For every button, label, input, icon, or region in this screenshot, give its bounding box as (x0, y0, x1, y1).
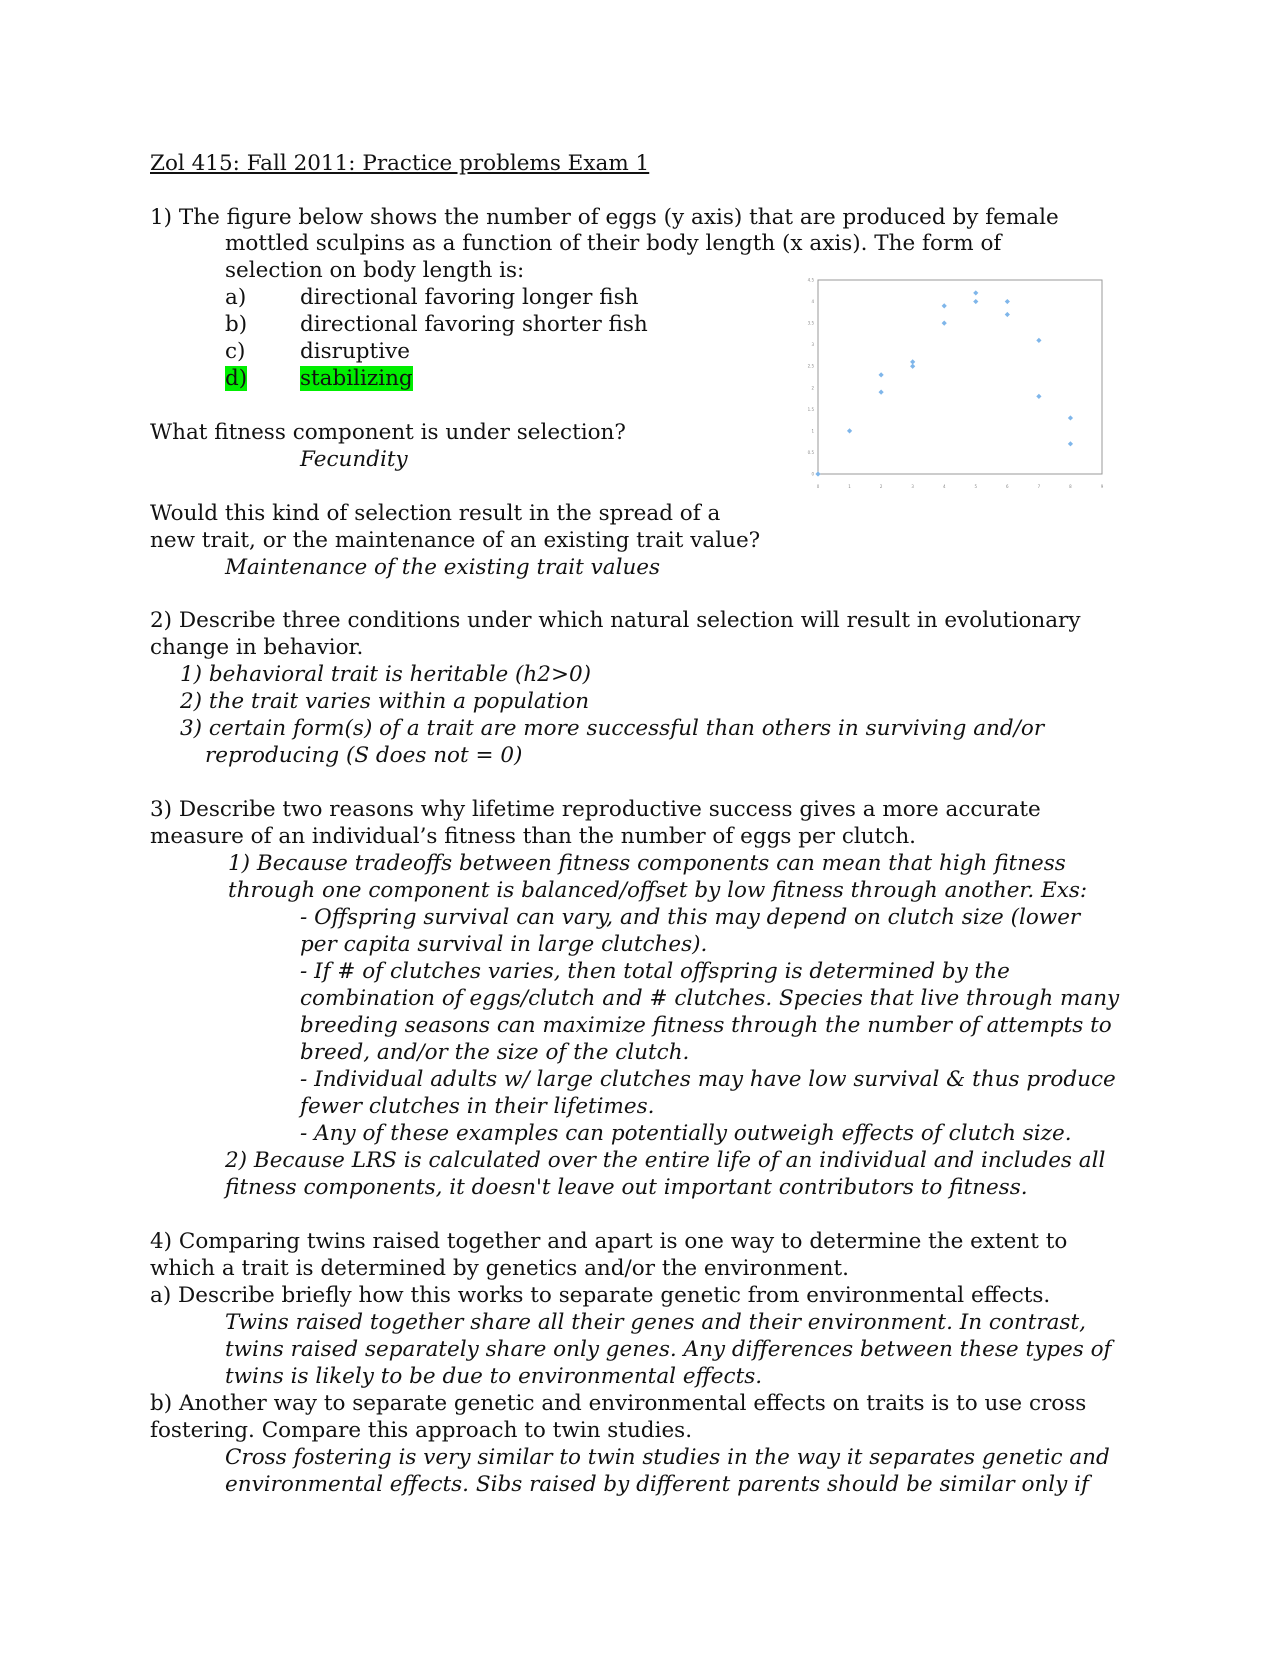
scatter-point (973, 290, 978, 295)
q3-reason1-line: 1) Because tradeoffs between fitness components can mean that high fitness (228, 851, 1066, 876)
q2-answer-line: 1) behavioral trait is heritable (h2>0) (180, 662, 592, 687)
y-tick-label: 2.5 (807, 363, 814, 369)
q1-option-text-a: directional favoring longer fish (300, 285, 639, 310)
q1-option-letter-a: a) (225, 285, 247, 310)
q4a-answer-line: twins raised separately share only genes. Any differences between these types of (225, 1337, 1112, 1362)
x-tick-label: 8 (1069, 484, 1072, 489)
scatter-point (1068, 441, 1073, 446)
x-tick-label: 4 (942, 484, 946, 489)
q1-spread-question: new trait, or the maintenance of an existing trait value? (150, 528, 761, 553)
y-tick-label: 3.5 (807, 320, 814, 326)
q3-example-line: per capita survival in large clutches). (300, 932, 708, 957)
q3-example-line: combination of eggs/clutch and # clutches. Species that live through many (300, 986, 1120, 1011)
q1-stem-line: 1) The figure below shows the number of eggs (y axis) that are produced by female (150, 205, 1059, 230)
q4-stem-line: which a trait is determined by genetics and/or the environment. (150, 1256, 849, 1281)
chart-y-tick-labels (808, 278, 815, 477)
q3-stem-line: 3) Describe two reasons why lifetime reproductive success gives a more accurate (150, 797, 1041, 822)
scatter-point (1068, 415, 1073, 420)
q2-stem-line: 2) Describe three conditions under which natural selection will result in evolutionary (150, 608, 1081, 633)
document-title: Zol 415: Fall 2011: Practice problems Exam 1 (150, 151, 650, 176)
x-tick-label: 5 (974, 484, 978, 489)
q4a-answer-line: twins is likely to be due to environmental effects. (225, 1364, 763, 1389)
q3-reason1-line: through one component is balanced/offset by low fitness through another. Exs: (228, 878, 1088, 903)
q1-fitness-question: What fitness component is under selection? (150, 420, 626, 445)
answer-highlight: stabilizing (300, 366, 413, 391)
q3-example-line: breed, and/or the size of the clutch. (300, 1040, 690, 1065)
y-tick-label: 1 (811, 428, 814, 434)
x-tick-label: 6 (1006, 484, 1009, 489)
x-tick-label: 7 (1037, 484, 1041, 489)
x-tick-label: 1 (848, 484, 851, 489)
scatter-point (1036, 394, 1041, 399)
q4b-answer-line: Cross fostering is very similar to twin studies in the way it separates genetic and (225, 1445, 1110, 1470)
q3-example-line: - Individual adults w/ large clutches may have low survival & thus produce (300, 1067, 1116, 1092)
scatter-point (1036, 338, 1041, 343)
q1-spread-answer: Maintenance of the existing trait values (225, 555, 661, 580)
y-tick-label: 0 (811, 471, 814, 477)
q1-option-letter-d (225, 365, 247, 392)
q4a-answer-line: Twins raised together share all their genes and their environment. In contrast, (225, 1310, 1086, 1335)
chart-axes (818, 280, 1102, 474)
y-tick-label: 4.5 (807, 277, 814, 283)
q3-example-line: fewer clutches in their lifetimes. (300, 1094, 655, 1119)
q3-example-line: - Any of these examples can potentially outweigh effects of clutch size. (300, 1121, 1072, 1146)
x-tick-label: 3 (911, 484, 914, 489)
q3-example-line: - Offspring survival can vary, and this may depend on clutch size (lower (300, 905, 1081, 930)
q1-stem-line: mottled sculpins as a function of their body length (x axis). The form of (225, 231, 1002, 256)
chart-plot-frame (818, 280, 1102, 474)
scatter-point (942, 303, 947, 308)
q1-option-text-c: disruptive (300, 339, 410, 364)
q4b-question: fostering. Compare this approach to twin studies. (150, 1418, 693, 1443)
q2-answer-line: 2) the trait varies within a population (180, 689, 590, 714)
q1-option-letter-b: b) (225, 312, 248, 337)
scatter-point (879, 389, 884, 394)
q3-example-line: breeding seasons can maximize fitness through the number of attempts to (300, 1013, 1112, 1038)
scatter-point (973, 299, 978, 304)
q1-stem-line: selection on body length is: (225, 258, 525, 283)
q1-option-text-b: directional favoring shorter fish (300, 312, 648, 337)
x-tick-label: 9 (1100, 484, 1104, 489)
q1-spread-question: Would this kind of selection result in the spread of a (150, 501, 721, 526)
q4-stem-line: 4) Comparing twins raised together and apart is one way to determine the extent to (150, 1229, 1068, 1254)
scatter-point (910, 359, 915, 364)
q1-option-letter-c: c) (225, 339, 246, 364)
q3-reason2-line: 2) Because LRS is calculated over the entire life of an individual and includes all (225, 1148, 1106, 1173)
scatter-point (815, 471, 820, 476)
q1-option-text-d (300, 365, 413, 392)
y-tick-label: 0.5 (807, 449, 814, 455)
q3-reason2-line: fitness components, it doesn't leave out important contributors to fitness. (225, 1175, 1028, 1200)
y-tick-label: 4 (811, 299, 814, 305)
q2-stem-line: change in behavior. (150, 635, 364, 660)
q1-fitness-answer: Fecundity (300, 447, 408, 472)
egg-count-scatter-chart (806, 276, 1106, 494)
q4b-answer-line: environmental effects. Sibs raised by different parents should be similar only if (225, 1472, 1089, 1497)
q3-stem-line: measure of an individual’s fitness than the number of eggs per clutch. (150, 824, 917, 849)
scatter-point (879, 372, 884, 377)
y-tick-label: 2 (811, 385, 814, 391)
q3-example-line: - If # of clutches varies, then total offspring is determined by the (300, 959, 1010, 984)
chart-x-tick-labels (817, 484, 1104, 489)
scatter-point (847, 428, 852, 433)
x-tick-label: 2 (879, 484, 883, 489)
answer-highlight: d) (225, 366, 248, 391)
scatter-point (1005, 299, 1010, 304)
q4b-question: b) Another way to separate genetic and environmental effects on traits is to use cross (150, 1391, 1087, 1416)
q2-answer-line: 3) certain form(s) of a trait are more successful than others in surviving and/or (180, 716, 1045, 741)
y-tick-label: 3 (811, 342, 814, 348)
y-tick-label: 1.5 (807, 406, 814, 412)
scatter-point (942, 321, 947, 326)
scatter-point (1005, 312, 1010, 317)
q2-answer-line: reproducing (S does not = 0) (205, 743, 523, 768)
x-tick-label: 0 (816, 484, 820, 489)
chart-points (815, 290, 1073, 476)
q4a-question: a) Describe briefly how this works to separate genetic from environmental effects. (150, 1283, 1051, 1308)
